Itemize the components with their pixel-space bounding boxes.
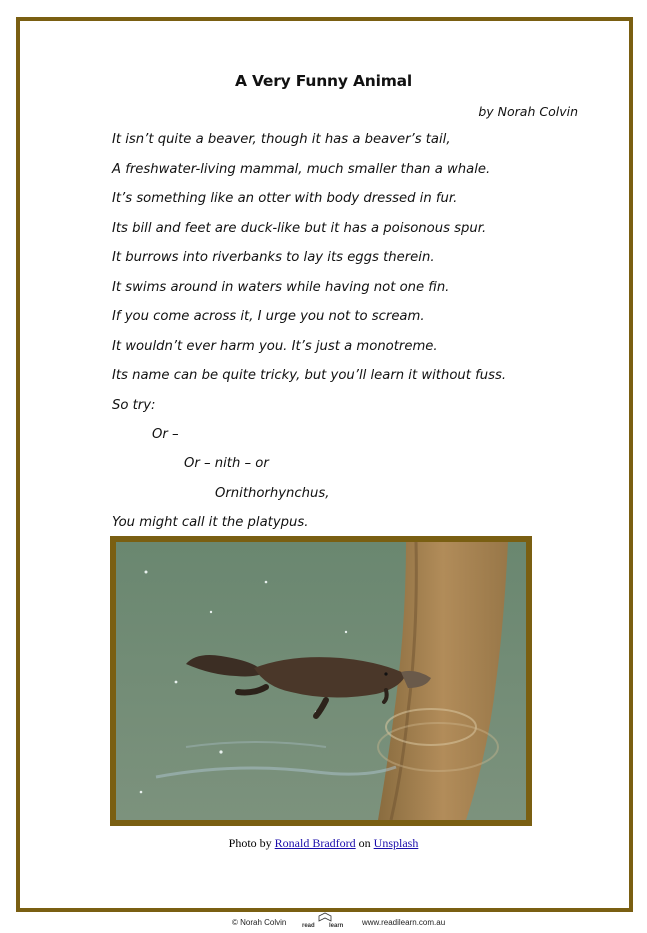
- footer-copyright: © Norah Colvin: [232, 918, 287, 927]
- poem-line: Ornithorhynchus,: [215, 486, 330, 501]
- photographer-link[interactable]: Ronald Bradford: [274, 836, 356, 850]
- footer-website: www.readilearn.com.au: [362, 918, 446, 927]
- logo-text-right: learn: [329, 923, 344, 929]
- platypus-illustration: [116, 542, 526, 820]
- poem-line: If you come across it, I urge you not to scream.: [112, 309, 425, 324]
- poem-author: by Norah Colvin: [478, 104, 578, 119]
- caption-middle: on: [355, 836, 374, 850]
- poem-line: It burrows into riverbanks to lay its eggs therein.: [112, 250, 435, 265]
- poem-line: Or – nith – or: [184, 456, 269, 471]
- poem-line: It swims around in waters while having not one fin.: [112, 280, 450, 295]
- unsplash-link[interactable]: Unsplash: [373, 836, 419, 850]
- platypus-photo: [116, 542, 526, 820]
- poem-line: A freshwater-living mammal, much smaller than a whale.: [112, 162, 491, 177]
- poem-line: It’s something like an otter with body dressed in fur.: [112, 191, 458, 206]
- poem-line: It wouldn’t ever harm you. It’s just a monotreme.: [112, 339, 438, 354]
- poem-line: Its bill and feet are duck-like but it has a poisonous spur.: [112, 221, 487, 236]
- caption-prefix: Photo by: [228, 836, 275, 850]
- poem-line: Or –: [152, 427, 179, 442]
- readilearn-logo-icon: [300, 910, 350, 930]
- poem-line: Its name can be quite tricky, but you’ll learn it without fuss.: [112, 368, 507, 383]
- poem-line: So try:: [112, 398, 156, 413]
- poem-line: It isn’t quite a beaver, though it has a beaver’s tail,: [112, 132, 451, 147]
- photo-frame: [110, 536, 532, 826]
- logo-text-left: read: [302, 923, 315, 929]
- poem-line: You might call it the platypus.: [112, 515, 309, 530]
- photo-caption: [0, 836, 647, 851]
- poem-title: A Very Funny Animal: [234, 72, 413, 90]
